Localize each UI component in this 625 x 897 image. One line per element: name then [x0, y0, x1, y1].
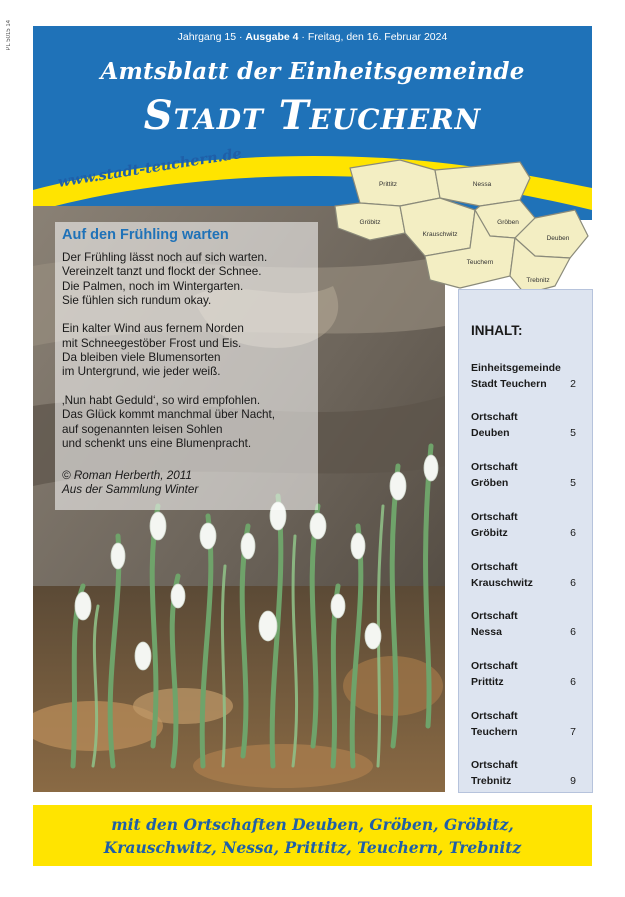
- toc-item-line1: Ortschaft: [471, 561, 518, 573]
- poem-line: Vereinzelt tanzt und flockt der Schnee.: [62, 265, 262, 279]
- map-label-prittitz: Prittitz: [378, 181, 398, 188]
- toc-item-line2: Gröben: [471, 477, 509, 489]
- toc-item[interactable]: [471, 608, 586, 640]
- table-of-contents: [458, 289, 593, 793]
- toc-item-line1: Einheitsgemeinde: [471, 362, 561, 374]
- poem-line: auf sogenannten leisen Sohlen: [62, 422, 223, 436]
- toc-item-line1: Ortschaft: [471, 610, 518, 622]
- toc-item[interactable]: [471, 658, 586, 690]
- map-label-deuben: Deuben: [546, 235, 570, 242]
- map-label-teuchern: Teuchern: [466, 259, 494, 266]
- poem-line: Sie fühlen sich rundum okay.: [62, 293, 212, 307]
- poem-line: Ein kalter Wind aus fernem Norden: [62, 322, 244, 336]
- toc-item-page: 6: [570, 527, 576, 539]
- toc-item[interactable]: [471, 509, 586, 541]
- toc-item-page: 5: [570, 427, 576, 439]
- website-link[interactable]: www.stadt-teuchern.de: [56, 145, 243, 191]
- toc-item-line2: Krauschwitz: [471, 577, 533, 589]
- poem-line: im Untergrund, wie jeder weiß.: [62, 365, 221, 379]
- toc-item[interactable]: [471, 559, 586, 591]
- toc-item-line1: Ortschaft: [471, 660, 518, 672]
- toc-item[interactable]: [471, 409, 586, 441]
- poem-line: ‚Nun habt Geduld‘, so wird empfohlen.: [62, 393, 261, 407]
- toc-item-page: 6: [570, 626, 576, 638]
- poem-line: Da bleiben viele Blumensorten: [62, 351, 221, 365]
- toc-item-line2: Gröbitz: [471, 527, 508, 539]
- map-region-krauschwitz: [400, 198, 475, 256]
- toc-item-line1: Ortschaft: [471, 411, 518, 423]
- poem-source: Aus der Sammlung Winter: [62, 483, 199, 497]
- footer-banner: [33, 805, 592, 866]
- toc-item[interactable]: [471, 360, 586, 392]
- toc-item-line2: Prittitz: [471, 676, 504, 688]
- masthead-title: Stadt Teuchern: [143, 92, 482, 139]
- poem-line: mit Schneegestöber Frost und Eis.: [62, 336, 242, 350]
- toc-item-line2: Stadt Teuchern: [471, 378, 547, 390]
- issue-number: Ausgabe 4: [245, 31, 299, 43]
- footer-line-2: Krauschwitz, Nessa, Prittitz, Teuchern, Trebnitz: [103, 838, 522, 857]
- toc-item-line1: Ortschaft: [471, 511, 518, 523]
- toc-item-page: 5: [570, 477, 576, 489]
- poem-stanza: [62, 251, 322, 308]
- side-print-code: PL 5015 14: [6, 20, 12, 51]
- toc-item-line2: Trebnitz: [471, 775, 512, 787]
- toc-heading: INHALT:: [471, 323, 523, 338]
- footer-line-1: mit den Ortschaften Deuben, Gröben, Gröbitz,: [111, 815, 514, 834]
- toc-item-line2: Teuchern: [471, 726, 518, 738]
- toc-item-line2: Deuben: [471, 427, 510, 439]
- toc-item-page: 7: [570, 726, 576, 738]
- poem-line: Das Glück kommt manchmal über Nacht,: [62, 408, 276, 422]
- map-label-krauschwitz: Krauschwitz: [422, 231, 458, 238]
- toc-item-page: 6: [570, 676, 576, 688]
- toc-item-line1: Ortschaft: [471, 759, 518, 771]
- map-label-nessa: Nessa: [472, 181, 492, 188]
- toc-item-line1: Ortschaft: [471, 461, 518, 473]
- issue-date: · Freitag, den 16. Februar 2024: [298, 31, 448, 43]
- toc-item[interactable]: [471, 708, 586, 740]
- poem-stanza: [62, 394, 322, 451]
- toc-item[interactable]: [471, 459, 586, 491]
- map-label-groebitz: Gröbitz: [359, 219, 381, 226]
- poem-line: Der Frühling lässt noch auf sich warten.: [62, 251, 268, 264]
- toc-item-page: 2: [570, 378, 576, 390]
- map-label-groeben: Gröben: [497, 219, 519, 226]
- poem-author: © Roman Herberth, 2011: [62, 469, 192, 482]
- masthead-subtitle: Amtsblatt der Einheitsgemeinde: [100, 58, 525, 85]
- poem-title: Auf den Frühling warten: [62, 227, 229, 243]
- poem-text: [62, 251, 322, 465]
- toc-item-line1: Ortschaft: [471, 710, 518, 722]
- poem-line: Die Palmen, noch im Wintergarten.: [62, 279, 244, 293]
- map-label-trebnitz: Trebnitz: [526, 277, 550, 284]
- toc-item-line2: Nessa: [471, 626, 502, 638]
- toc-item[interactable]: [471, 757, 586, 789]
- issue-line: [33, 31, 592, 43]
- poem-credit: [62, 469, 198, 498]
- issue-prefix: Jahrgang 15 ·: [177, 31, 246, 43]
- toc-item-page: 9: [570, 775, 576, 787]
- poem-line: und schenkt uns eine Blumenpracht.: [62, 436, 252, 450]
- toc-item-page: 6: [570, 577, 576, 589]
- district-map: [330, 158, 592, 298]
- poem-stanza: [62, 322, 322, 379]
